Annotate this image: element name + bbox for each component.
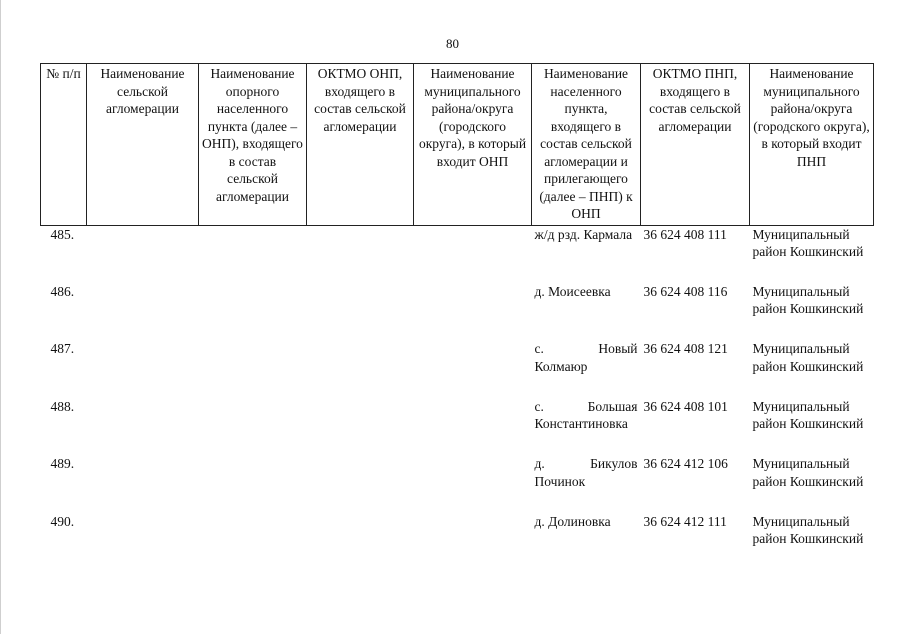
row-number: 490. [50, 513, 75, 529]
pnp-district-cell: Муниципальный район Кошкинский [752, 341, 864, 374]
agglomeration-name-cell [87, 225, 199, 283]
pnp-oktmo-cell: 36 624 412 106 [643, 456, 728, 471]
table-row [41, 455, 874, 513]
agglomeration-name-cell [87, 283, 199, 341]
onp-oktmo-cell [307, 513, 414, 571]
header-pnp-oktmo: ОКТМО ПНП, входящего в состав сельской агломерации [641, 64, 750, 226]
onp-district-cell [414, 340, 532, 398]
onp-oktmo-cell [307, 455, 414, 513]
pnp-oktmo-cell: 36 624 408 111 [643, 226, 727, 242]
pnp-oktmo-cell: 36 624 412 111 [643, 513, 727, 529]
onp-oktmo-cell [307, 283, 414, 341]
row-number: 486. [50, 283, 75, 299]
onp-oktmo-cell [307, 340, 414, 398]
pnp-district-cell: Муниципальный район Кошкинский [752, 226, 864, 259]
pnp-name-cell: д. Бикулов Починок [534, 456, 638, 489]
onp-name-cell [199, 398, 307, 456]
table-body [41, 225, 874, 570]
onp-name-cell [199, 340, 307, 398]
pnp-oktmo-cell: 36 624 408 116 [643, 283, 728, 299]
onp-oktmo-cell [307, 398, 414, 456]
onp-name-cell [199, 225, 307, 283]
pnp-oktmo-cell: 36 624 408 101 [643, 398, 728, 414]
header-onp-district: Наименование муниципального района/округа (городского округа), в который входит ОНП [414, 64, 532, 226]
agglomeration-table [40, 63, 874, 570]
row-number: 488. [50, 398, 75, 414]
pnp-district-cell: Муниципальный район Кошкинский [752, 283, 864, 316]
onp-name-cell [199, 455, 307, 513]
agglomeration-name-cell [87, 340, 199, 398]
header-agglomeration-name: Наименование сельской агломерации [87, 64, 199, 226]
pnp-oktmo-cell: 36 624 408 121 [643, 341, 728, 356]
onp-name-cell [199, 513, 307, 571]
onp-name-cell [199, 283, 307, 341]
onp-district-cell [414, 398, 532, 456]
onp-district-cell [414, 513, 532, 571]
table-row [41, 340, 874, 398]
header-onp-oktmo: ОКТМО ОНП, входящего в состав сельской агломерации [307, 64, 414, 226]
row-number: 485. [50, 226, 75, 242]
pnp-name-cell: д. Долиновка [534, 513, 611, 529]
pnp-district-cell: Муниципальный район Кошкинский [752, 398, 864, 431]
agglomeration-name-cell [87, 398, 199, 456]
pnp-name-cell: д. Моисеевка [534, 283, 611, 299]
table-row [41, 225, 874, 283]
table-row [41, 513, 874, 571]
header-pnp-name: Наименование населенного пункта, входящего в состав сельской агломерации и прилегающего (далее – ПНП) к ОНП [532, 64, 641, 226]
onp-oktmo-cell [307, 225, 414, 283]
pnp-name-cell: с. Большая Константиновка [534, 398, 638, 431]
onp-district-cell [414, 283, 532, 341]
pnp-district-cell: Муниципальный район Кошкинский [752, 456, 864, 489]
onp-district-cell [414, 225, 532, 283]
header-onp-name: Наименование опорного населенного пункта (далее – ОНП), входящего в состав сельской агломерации [199, 64, 307, 226]
pnp-name-cell: ж/д рзд. Кармала [534, 226, 633, 242]
table-header [41, 64, 874, 226]
table-row [41, 283, 874, 341]
page-number: 80 [446, 36, 459, 51]
onp-district-cell [414, 455, 532, 513]
pnp-district-cell: Муниципальный район Кошкинский [752, 513, 864, 546]
agglomeration-name-cell [87, 455, 199, 513]
row-number: 489. [50, 456, 75, 471]
header-pnp-district: Наименование муниципального района/округа (городского округа), в который входит ПНП [750, 64, 874, 226]
agglomeration-name-cell [87, 513, 199, 571]
pnp-name-cell: с. Новый Колмаюр [534, 341, 638, 374]
row-number: 487. [50, 341, 75, 356]
header-row [41, 64, 874, 226]
table-row [41, 398, 874, 456]
header-number: № п/п [41, 64, 87, 226]
